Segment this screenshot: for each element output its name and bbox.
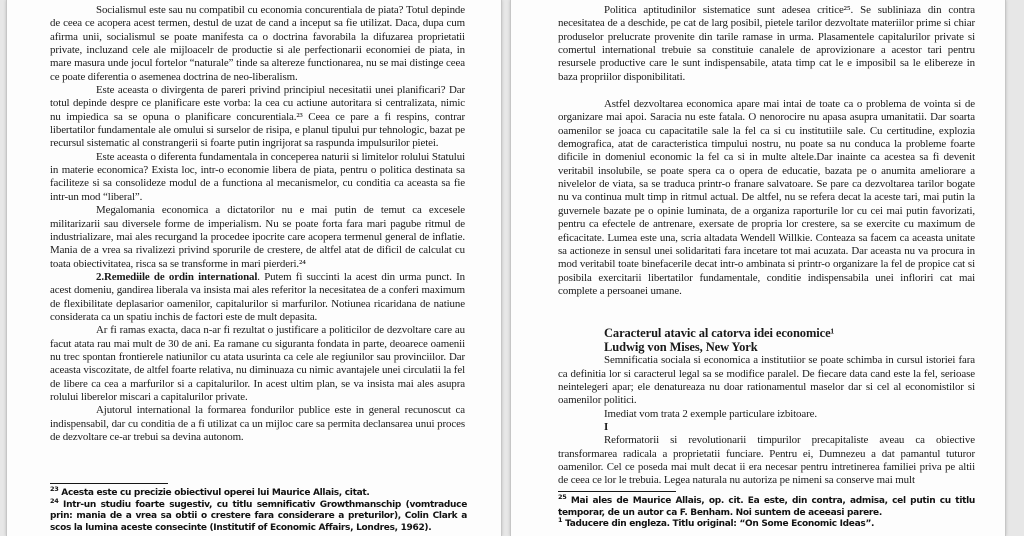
section-heading: Ludwig von Mises, New York: [604, 340, 758, 355]
footnote: $^{24}$ Intr-un studiu foarte sugestiv, cu titlu semnificativ Growthmanschip (vomtraduce prin: mania de a vrea sa obtii o crestere fara considerare a preturilor), Colin Clark a scos la lumina aceste consecinte (Institutif of Economic Affairs, Londres, 1962).: [50, 496, 467, 533]
paragraph: Imediat vom trata 2 exemple particulare izbitoare.: [604, 407, 818, 420]
page-right-body: [558, 4, 975, 488]
paragraph: Ar fi ramas exacta, daca n-ar fi rezultat o justificare a politicilor de dezvoltare care au facut atata rau mai mult de 30 de ani. Ea ramane cu siguranta fondata in parte, deoarece oamenii nu trec spontan frontierele natiunilor cu atata usurinta ca cele ale regiunilor sau provinciilor. Dar aceasta viscozitate, de altfel foarte relativa, nu diminuaza cu nimic avantajele unei circulatii la fel de libere ca cea a marfurilor si a capitalurilor. In acest ultim plan, se va insista mai ales asupra rolului liberelor miscari a capitalurilor private.: [50, 324, 465, 403]
paragraph: 2.Remediile de ordin international. Putem fi succinti la acest din urma punct. In acest domeniu, gandirea liberala va insista mai ales referitor la necesitatea de a conferi maximum de flexibilitate deplasarior oamenilor, capitalurilor si marfurilor. Notiunea ricaridana de natiune considerata ca un spatiu inchis de factori este de mult depasita.: [50, 270, 465, 323]
paragraph: Reformatorii si revolutionarii timpurilor precapitaliste aveau ca obiective transformarea radicala a proprietatii funciare. Pentru ei, Dumnezeu a dat pamantul tuturor oamenilor. Cel ce poseda mai mult decat ii era necesar pentru intretinerea familiei priva pe altii de ceea ce lor le trebuia. Legea naturala nu autoriza pe nimeni sa conserve mai mult: [558, 434, 975, 487]
paragraph: I: [604, 420, 609, 433]
paragraph-spacer: [558, 298, 975, 326]
section-heading: Caracterul atavic al catorva idei economice¹: [604, 326, 835, 341]
paragraph: Astfel dezvoltarea economica apare mai intai de toate ca o problema de vointa si de organizare mai apoi. Saracia nu este fatala. O nenorocire nu apasa asupra umanitatii. Dar soarta oamenilor se joaca cu capacitatile sale la fel ca si cu institutiile sale. Cu certitudine, explozia demografica, atat de caracteristica timpului nostru, nu poate sa nu conduca la probleme foarte dificile in domeniul economic la fel ca si in multe altele.Dar inainte ca acestea sa fi devenit veritabil insolubile, se poate spera ca o opera de educatie, bazata pe o anumita ameliorare a nivelelor de viata, sa se traduca printr-o franare salvatoare. Se pare ca dezvoltarea tarilor bogate nu va continua mult timp in ritmul actual. De altfel, nu se refera decat la aceste tari, mai putin la guvernele bazate pe o opinie luminata, de a organiza raporturile lor cu cei mai putin favorizati, pentru ca efectele de antrenare, exersate de propria lor crestere, sa se exercite cu maximum de eficacitate. Lumea este una, scria altadata Wendell Willkie. Conteaza sa facem ca aceasta unitate sa actioneze in sensul unei solidaritati fara incetare tot mai acuzata. Dar aceasta nu va procura in mod veritabil toate binefacerile decat intr-o ambinata si printr-o organizare la fel de propice cat si posibila exercitarii libertatilor fundamentale, conditie indispensabila unei infloriri cat mai complete a persoanei umane.: [558, 98, 975, 297]
paragraph: Socialismul este sau nu compatibil cu economia concurentiala de piata? Totul depinde de ceea ce acopera acest termen, destul de uzat de cand a inceput sa fie utilizat. Daca, dupa cum afirma unii, socialismul se poate manifesta ca o doctrina favorabila la difuzarea proprietatii private, incluzand cele ale mijloacelr de productie si ale perfectionarii economiei de piata, in mare masura unde jocul fortelor “naturale” tinde sa altereze functionarea, nu se mai distinge ceea ce poate diferentia o asemenea doctrina de neo-liberalism.: [50, 4, 465, 83]
footnote: $^{25}$ Mai ales de Maurice Allais, op. cit. Ea este, din contra, admisa, cel putin cu titlu temporar, de un autor ca F. Benham. Noi suntem de aceeasi parere.: [558, 493, 975, 518]
paragraph: Megalomania economica a dictatorilor nu e mai putin de temut ca excesele militarizarii sau diversele forme de imperialism. Nu se poate forta fara mari pagube ritmul de industrializare, mai ales recurgand la procedee ipocrite care acopera termenul general de inflatie. Mania de a vrea sa rivalizezi privind sporurile de crestere, de altfel atat de dificil de calculat cu toata obiectivitatea, risca sa se transforme in mari pierderi.²⁴: [50, 204, 465, 270]
paragraph: Politica aptitudinilor sistematice sunt adesea critice²⁵. Se subliniaza din contra necesitatea de a deschide, pe cat de larg posibil, pietele tarilor dezvoltate materiilor prime si chiar produselor prelucrate provenite din tarile ramase in urma. Plasamentele capitalurilor private si comertul international trebuie sa constituie canalele de aprovizionare a acestor tari pentru resursele productive care le sunt indispensabile, atata timp cat le e imposibil sa le elibereze in baza propriilor disponibilitati.: [558, 4, 975, 83]
footnote-marker: 1: [558, 516, 563, 525]
paragraph: Semnificatia sociala si economica a institutiior se poate schimba in cursul istoriei fara ca definitia lor si caracterul legal sa se modifice paralel. De fiecare data cand este la fel, serioase neintelegeri apar; ele denatureaza nu doar rationamentul maselor dar si cel al economistilor si oamenilor politici.: [558, 354, 975, 407]
page-left-footnotes: [50, 483, 467, 534]
page-left-body: [50, 4, 465, 444]
footnote-marker: 24: [50, 496, 59, 505]
page-right-footnotes: [558, 491, 975, 531]
page-right: [510, 0, 1006, 536]
page-left: [6, 0, 502, 536]
paragraph: Ajutorul international la formarea fondurilor publice este in general recunoscut ca indispensabil, dar cu conditia de a fi utilizat ca un mijloc care sa permita declansarea unui proces de dezvoltare ce-ar trebui sa devina autonom.: [50, 404, 465, 443]
paragraph-spacer: [558, 84, 975, 98]
paragraph: Este aceasta o divirgenta de pareri privind principiul necesitatii unei planificari? Dar totul depinde despre ce planificare este vorba: la cea cu actiune autoritara si centralizata, nimic nu impiedica sa se opuna o planificare concurentiala.²³ Ceea ce pare a fi respins, contrar libertatilor fundamentale ale omului si surselor de risipa, e planul tipului pur tehnologic, bazat pe recursul sistematic al constrangerii si foarte putin ingrijorat sa raspunda impulsurilor pietei.: [50, 84, 465, 150]
footnote-separator: [50, 483, 168, 484]
footnote-marker: 23: [50, 485, 59, 493]
footnote-marker: 25: [558, 493, 567, 501]
footnote: $^{23}$ Acesta este cu precizie obiectivul operei lui Maurice Allais, citat.: [50, 485, 370, 498]
paragraph: Este aceasta o diferenta fundamentala in conceperea naturii si limitelor rolului Statului in materie economica? Exista loc, intr-o economie libera de piata, pentru o politica destinata sa faciliteze si sa consolideze modul de a functiona al mecanismelor, cu conditia ca aceasta sa fie intr-un mod “liberal”.: [50, 150, 465, 203]
paragraph-lead-bold: 2.Remediile de ordin international: [96, 270, 258, 283]
footnote-separator: [558, 491, 676, 492]
footnote: $^1$ Taducere din engleza. Titlu original: “On Some Economic Ideas”.: [558, 516, 875, 530]
